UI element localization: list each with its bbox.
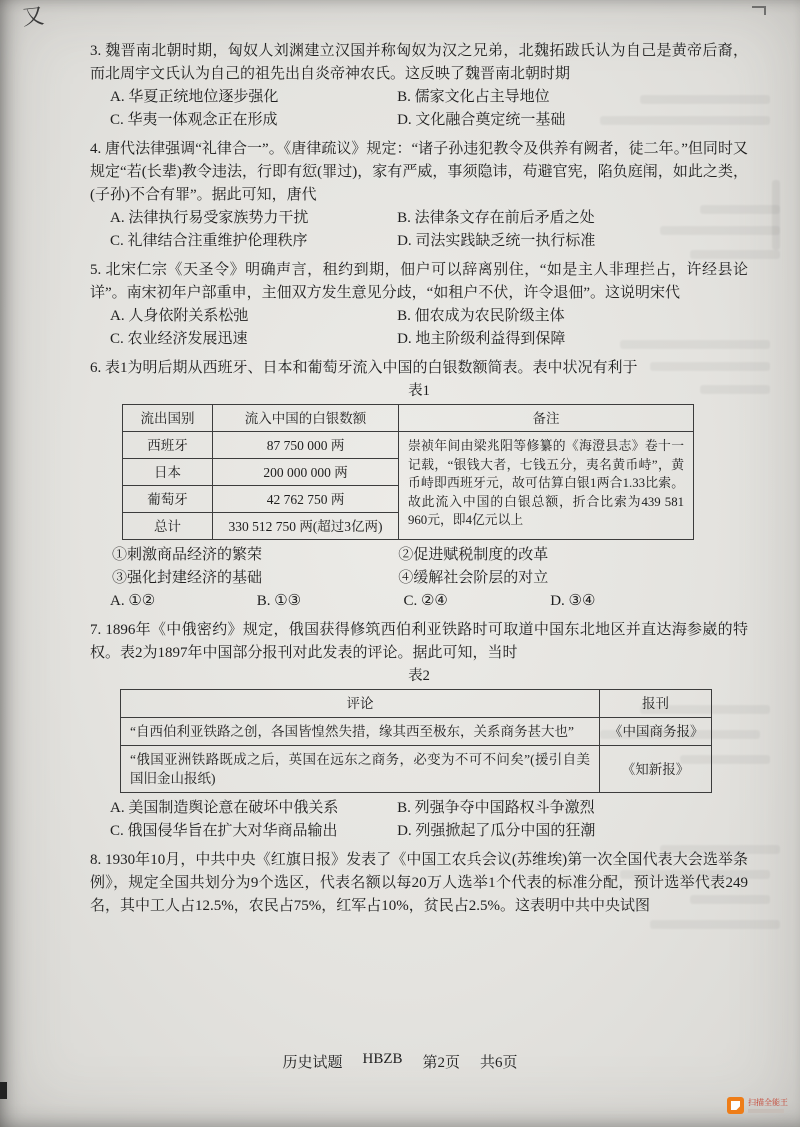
comment-cell: “自西伯利亚铁路之创，各国皆惶然失措，缘其西至极东，关系商务甚大也” <box>121 718 600 746</box>
option-c: C. 俄国侵华旨在扩大对华商品输出 <box>110 823 338 839</box>
camscanner-subline <box>748 1109 784 1113</box>
statement-row <box>90 567 748 590</box>
table-header-cell: 报刊 <box>600 690 712 718</box>
footer-total-pages: 共6页 <box>480 1055 518 1071</box>
option-row <box>90 207 748 230</box>
table-header-row <box>121 690 712 718</box>
country-cell: 西班牙 <box>123 432 213 459</box>
option-b: B. ①③ <box>256 593 302 609</box>
remark-cell: 崇祯年间由梁兆阳等修纂的《海澄县志》卷十一记载，“银钱大者，七钱五分，夷名黄币峙”，黄币峙即西班牙元，故可估算白银1两合1.33比索。故此流入中国的白银总额，折合比索为439 581 960元，即4亿元以上 <box>399 432 694 540</box>
camscanner-watermark <box>727 1097 788 1114</box>
question-5-stem: 5. 北宋仁宗《天圣令》明确声言，租约到期，佃户可以辞离别住，“如是主人非理拦占，许经县论详”。南宋初年户部重申，主佃双方发生意见分歧，“如租户不伏，许令退佃”。这说明宋代 <box>90 262 748 301</box>
option-b: B. 列强争夺中国路权斗争激烈 <box>397 800 595 816</box>
footer-subject: 历史试题 <box>282 1055 343 1071</box>
option-b: B. 儒家文化占主导地位 <box>397 89 550 105</box>
table-header-cell: 流出国别 <box>123 405 213 432</box>
table-header-cell: 备注 <box>399 405 694 432</box>
publication-cell: 《中国商务报》 <box>600 718 712 746</box>
comment-cell: “俄国亚洲铁路既成之后，英国在远东之商务，必变为不可不问矣”(援引自美国旧金山报纸) <box>121 746 600 793</box>
option-row <box>90 328 748 351</box>
statement-row <box>90 544 748 567</box>
question-8-stem: 8. 1930年10月，中共中央《红旗日报》发表了《中国工农兵会议(苏维埃)第一次全国代表大会选举条例》，规定全国共划分为9个选区，代表名额以每20万人选举1个代表的标准分配，预计选举代表249名，其中工人占12.5%，农民占75%，红军占10%，贫民占2.5%。这表明中共中央试图 <box>90 852 748 914</box>
amount-cell: 87 750 000 两 <box>213 432 399 459</box>
question-4 <box>90 138 748 253</box>
country-cell: 总计 <box>123 513 213 540</box>
question-6 <box>90 357 748 613</box>
option-d: D. ③④ <box>550 593 596 609</box>
option-d: D. 地主阶级利益得到保障 <box>397 331 566 347</box>
publication-cell: 《知新报》 <box>600 746 712 793</box>
option-row <box>90 797 748 820</box>
question-7 <box>90 619 748 843</box>
statement-4: ④缓解社会阶层的对立 <box>398 570 549 586</box>
footer-code: HBZB <box>362 1051 403 1067</box>
handwritten-mark: 又 <box>20 2 46 31</box>
country-cell: 葡萄牙 <box>123 486 213 513</box>
footer-page-number: 第2页 <box>422 1055 461 1071</box>
country-cell: 日本 <box>123 459 213 486</box>
option-a: A. 华夏正统地位逐步强化 <box>110 89 279 105</box>
option-row <box>90 305 748 328</box>
question-4-stem: 4. 唐代法律强调“礼律合一”。《唐律疏议》规定：“诸子孙违犯教令及供养有阙者，徒二年。”但同时又规定“若(长辈)教令违法，行即有愆(罪过)，家有严威，事须隐讳，苟避官宪，陷负庭闱，如此之类，(子孙)不合有罪”。据此可知，唐代 <box>90 141 748 203</box>
scan-edge-artifact <box>0 1082 7 1099</box>
table-row <box>121 718 712 746</box>
option-d: D. 列强掀起了瓜分中国的狂潮 <box>397 823 596 839</box>
camscanner-icon <box>727 1097 744 1114</box>
scan-corner-mark <box>752 6 766 15</box>
option-row <box>90 590 748 613</box>
question-3 <box>90 40 748 132</box>
exam-content <box>90 40 748 924</box>
option-b: B. 佃农成为农民阶级主体 <box>397 308 565 324</box>
table-row <box>123 432 694 459</box>
option-row <box>90 230 748 253</box>
bleedthrough-mark <box>772 180 780 250</box>
table-header-row <box>123 405 694 432</box>
table-row <box>121 746 712 793</box>
option-a: A. 法律执行易受家族势力干扰 <box>110 210 309 226</box>
amount-cell: 42 762 750 两 <box>213 486 399 513</box>
silver-inflow-table <box>122 404 694 540</box>
option-a: A. 人身依附关系松弛 <box>110 308 249 324</box>
option-c: C. 礼律结合注重维护伦理秩序 <box>110 233 308 249</box>
table-header-cell: 评论 <box>121 690 600 718</box>
option-d: D. 司法实践缺乏统一执行标准 <box>397 233 596 249</box>
table-header-cell: 流入中国的白银数额 <box>213 405 399 432</box>
option-a: A. ①② <box>110 593 156 609</box>
option-c: C. 农业经济发展迅速 <box>110 331 248 347</box>
question-8 <box>90 849 748 918</box>
question-7-stem: 7. 1896年《中俄密约》规定，俄国获得修筑西伯利亚铁路时可取道中国东北地区并直达海参崴的特权。表2为1897年中国部分报刊对此发表的评论。据此可知，当时 <box>90 622 748 661</box>
press-comments-table <box>120 689 712 793</box>
question-5 <box>90 259 748 351</box>
option-row <box>90 820 748 843</box>
amount-cell: 330 512 750 两(超过3亿两) <box>213 513 399 540</box>
question-3-stem: 3. 魏晋南北朝时期，匈奴人刘渊建立汉国并称匈奴为汉之兄弟，北魏拓跋氏认为自己是黄帝后裔，而北周宇文氏认为自己的祖先出自炎帝神农氏。这反映了魏晋南北朝时期 <box>90 43 748 82</box>
option-c: C. ②④ <box>403 593 448 609</box>
statement-3: ③强化封建经济的基础 <box>112 570 263 586</box>
option-row <box>90 86 748 109</box>
page-footer <box>0 1051 800 1072</box>
option-b: B. 法律条文存在前后矛盾之处 <box>397 210 595 226</box>
question-6-stem: 6. 表1为明后期从西班牙、日本和葡萄牙流入中国的白银数额简表。表中状况有利于 <box>90 360 638 376</box>
statement-1: ①刺激商品经济的繁荣 <box>112 547 263 563</box>
statement-2: ②促进赋税制度的改革 <box>398 547 549 563</box>
option-row <box>90 109 748 132</box>
table1-caption: 表1 <box>408 383 430 399</box>
camscanner-label: 扫描全能王 <box>748 1097 788 1107</box>
option-d: D. 文化融合奠定统一基础 <box>397 112 566 128</box>
option-c: C. 华夷一体观念正在形成 <box>110 112 278 128</box>
amount-cell: 200 000 000 两 <box>213 459 399 486</box>
table2-caption: 表2 <box>408 668 430 684</box>
option-a: A. 美国制造舆论意在破坏中俄关系 <box>110 800 339 816</box>
